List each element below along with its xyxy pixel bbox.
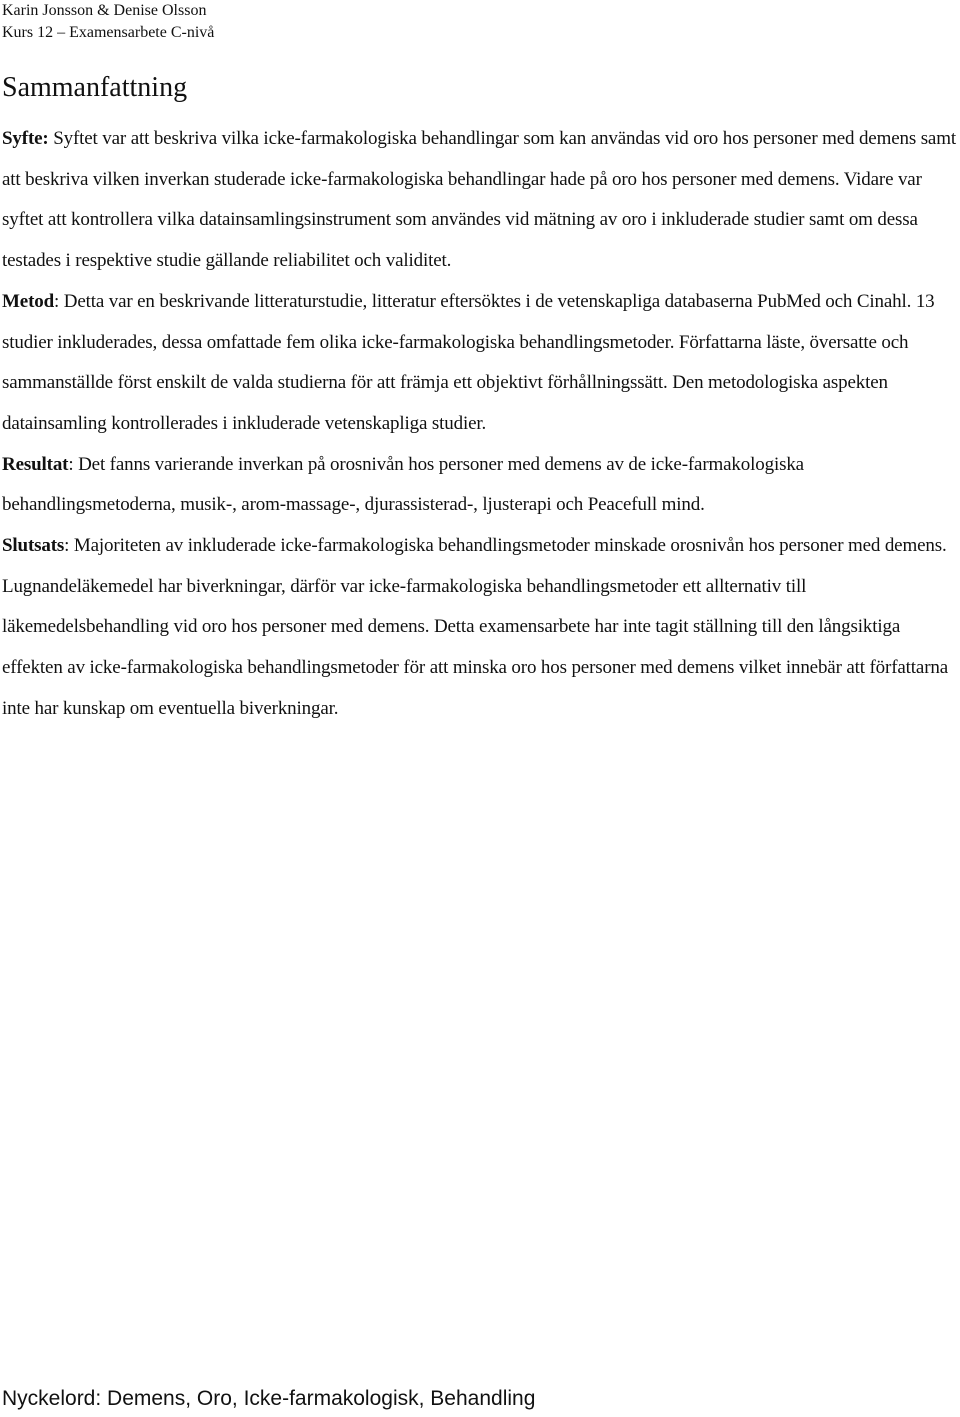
- section-slutsats-label: Slutsats: [2, 535, 65, 557]
- section-resultat-text: : Det fanns varierande inverkan på orosnivån hos personer med demens av de icke-farmakologiska behandlingsmetoderna, musik-, arom-massage-, djurassisterad-, ljusterapi och Peacefull mind.: [2, 453, 804, 516]
- header-authors: Karin Jonsson & Denise Olsson: [2, 2, 207, 19]
- section-resultat: [2, 445, 960, 526]
- page-header: [2, 0, 214, 44]
- section-metod: [2, 282, 960, 445]
- section-slutsats: [2, 526, 960, 730]
- page-title: Sammanfattning: [2, 72, 188, 103]
- section-slutsats-text: : Majoriteten av inkluderade icke-farmakologiska behandlingsmetoder minskade orosnivån hos personer med demens. Lugnandeläkemedel har biverkningar, därför var icke-farmakologiska behandlingsmetoder ett allternativ till läkemedelsbehandling vid oro hos personer med demens. Detta examensarbete har inte tagit ställning till den långsiktiga effekten av icke-farmakologiska behandlingsmetoder för att minska oro hos personer med demens vilket innebär att författarna inte har kunskap om eventuella biverkningar.: [2, 535, 949, 719]
- section-metod-label: Metod: [2, 290, 55, 312]
- section-syfte: [2, 119, 960, 282]
- keywords-line: Nyckelord: Demens, Oro, Icke-farmakologisk, Behandling: [2, 1387, 536, 1410]
- abstract-body: [2, 119, 960, 730]
- section-metod-text: : Detta var en beskrivande litteraturstudie, litteratur eftersöktes i de vetenskapliga databaserna PubMed och Cinahl. 13 studier inkluderades, dessa omfattade fem olika icke-farmakologiska behandlingsmetoder. Författarna läste, översatte och sammanställde först enskilt de valda studierna för att främja ett objektivt förhållningssätt. Den metodologiska aspekten datainsamling kontrollerades i inkluderade vetenskapliga studier.: [2, 290, 935, 434]
- section-syfte-text: Syftet var att beskriva vilka icke-farmakologiska behandlingar som kan användas vid oro hos personer med demens samt att beskriva vilken inverkan studerade icke-farmakologiska behandlingar hade på oro hos personer med demens. Vidare var syftet att kontrollera vilka datainsamlingsinstrument som användes vid mätning av oro i inkluderade studier samt om dessa testades i respektive studie gällande reliabilitet och validitet.: [2, 128, 956, 272]
- section-resultat-label: Resultat: [2, 453, 69, 475]
- header-course: Kurs 12 – Examensarbete C-nivå: [2, 24, 215, 41]
- section-syfte-label: Syfte:: [2, 128, 49, 149]
